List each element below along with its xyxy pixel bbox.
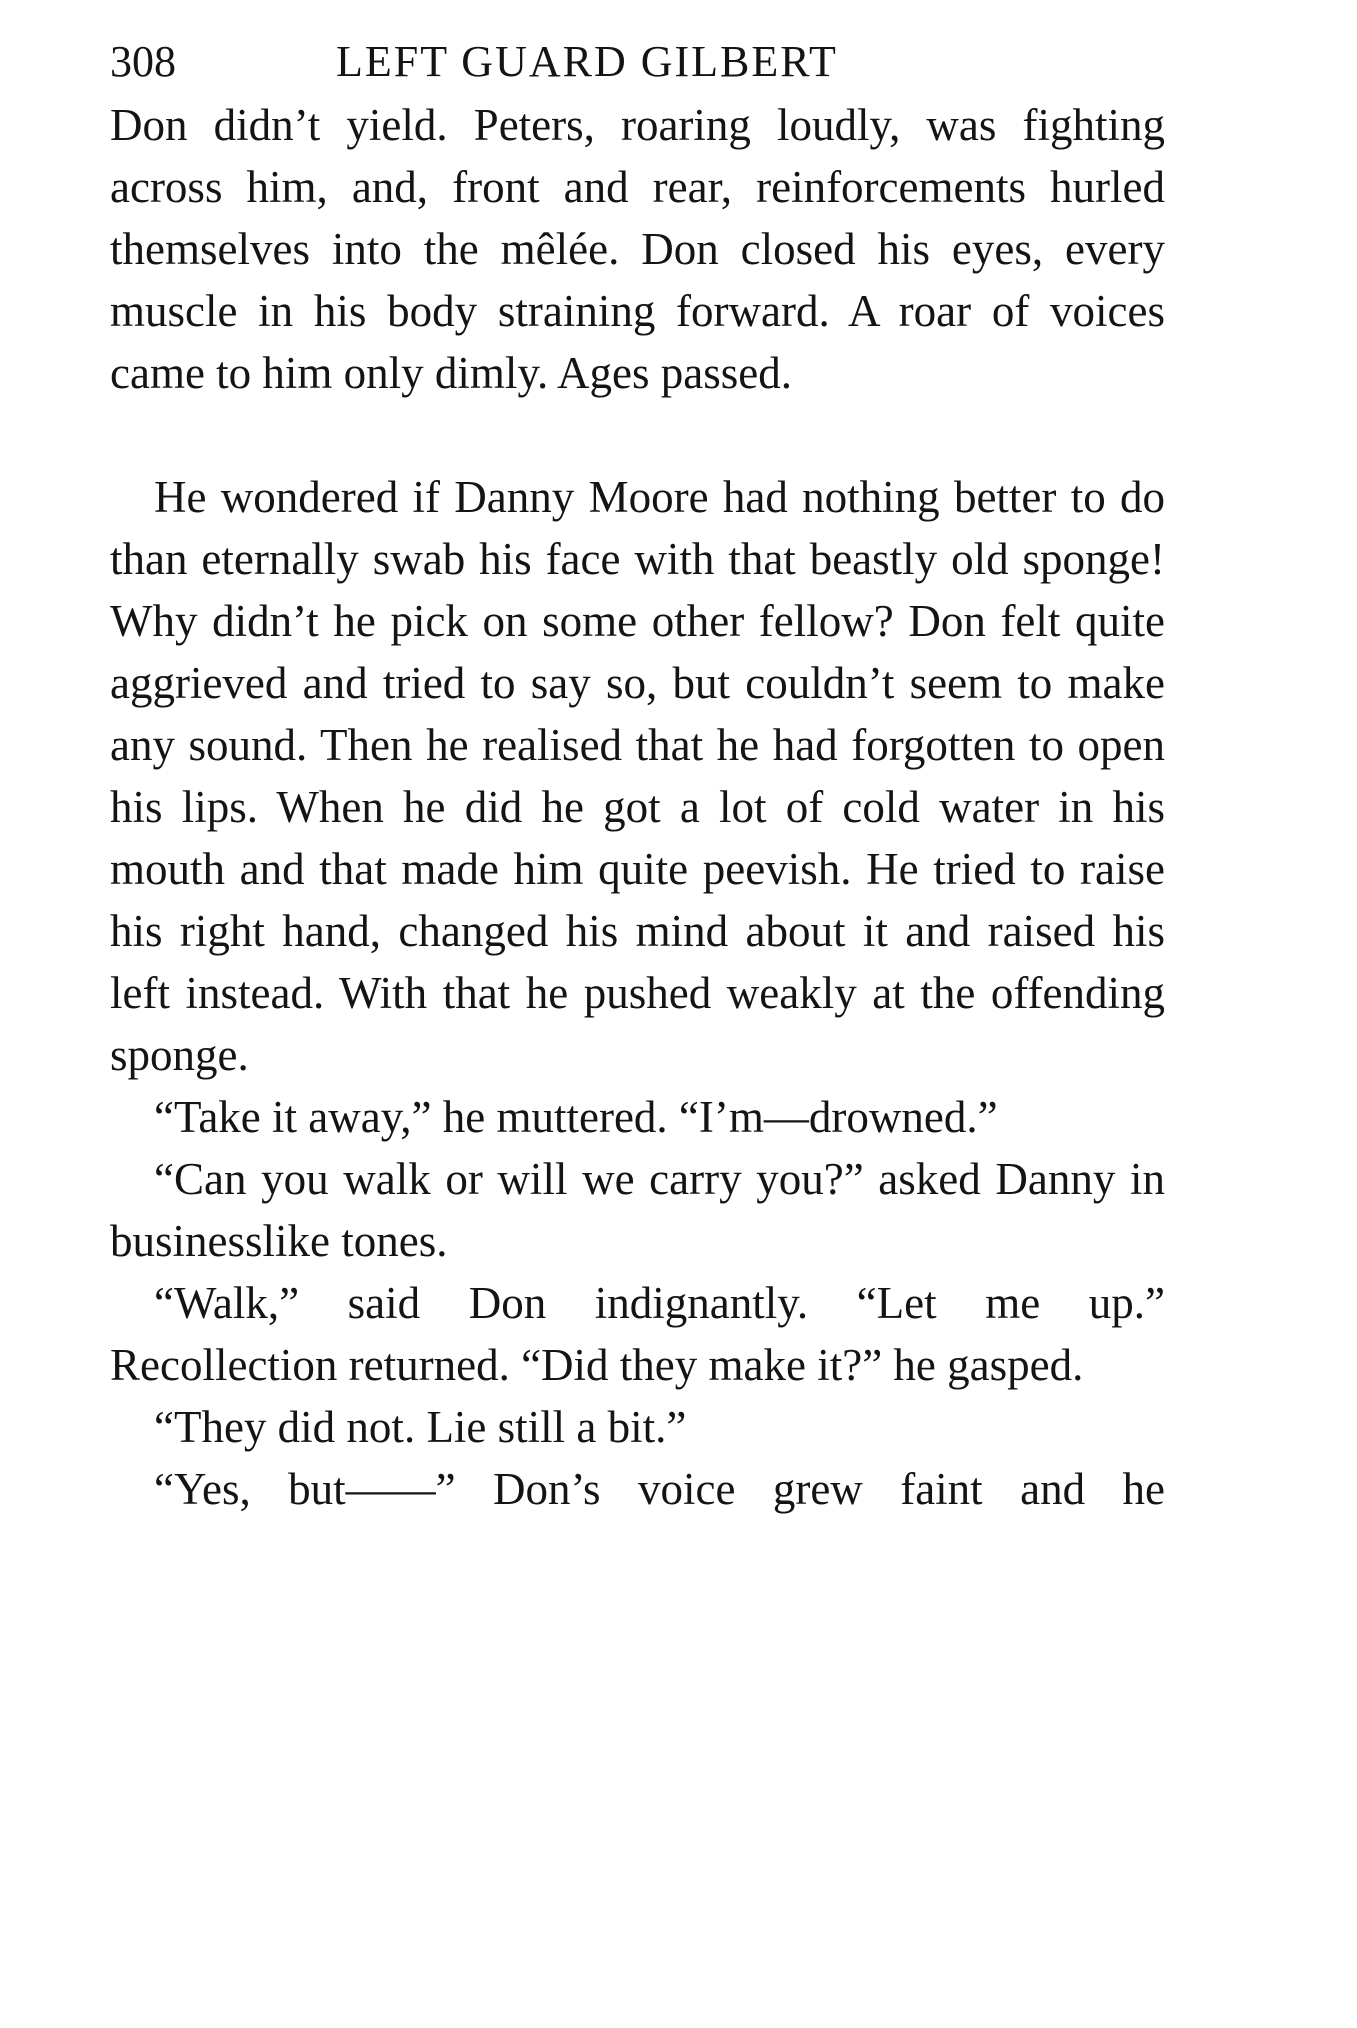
paragraph-3: “Take it away,” he muttered. “I’m—drowned.” (154, 1092, 998, 1142)
page-header (110, 30, 1165, 94)
paragraph-4: “Can you walk or will we carry you?” asked Danny in businesslike tones. (110, 1154, 1165, 1266)
paragraph-2: He wondered if Danny Moore had nothing better to do than eternally swab his face with that beastly old sponge! Why didn’t he pick on some other fellow? Don felt quite aggrieved and tried to say so, but couldn’t seem to make any sound. Then he realised that he had forgotten to open his lips. When he did he got a lot of cold water in his mouth and that made him quite peevish. He tried to raise his right hand, changed his mind about it and raised his left instead. With that he pushed weakly at the offending sponge. (110, 472, 1165, 1080)
book-page (110, 30, 1165, 1520)
paragraph-5: “Walk,” said Don indignantly. “Let me up.” Recollection returned. “Did they make it?” he gasped. (110, 1278, 1165, 1390)
paragraph-1: Don didn’t yield. Peters, roaring loudly, was fighting across him, and, front and rear, reinforcements hurled themselves into the mêlée. Don closed his eyes, every muscle in his body straining forward. A roar of voices came to him only dimly. Ages passed. (110, 100, 1165, 398)
paragraph-6: “They did not. Lie still a bit.” (154, 1402, 687, 1452)
page-number: 308 (110, 37, 176, 86)
body-text (110, 94, 1165, 1520)
running-head: LEFT GUARD GILBERT (336, 37, 838, 86)
paragraph-7: “Yes, but——” Don’s voice grew faint and he (154, 1464, 1165, 1514)
